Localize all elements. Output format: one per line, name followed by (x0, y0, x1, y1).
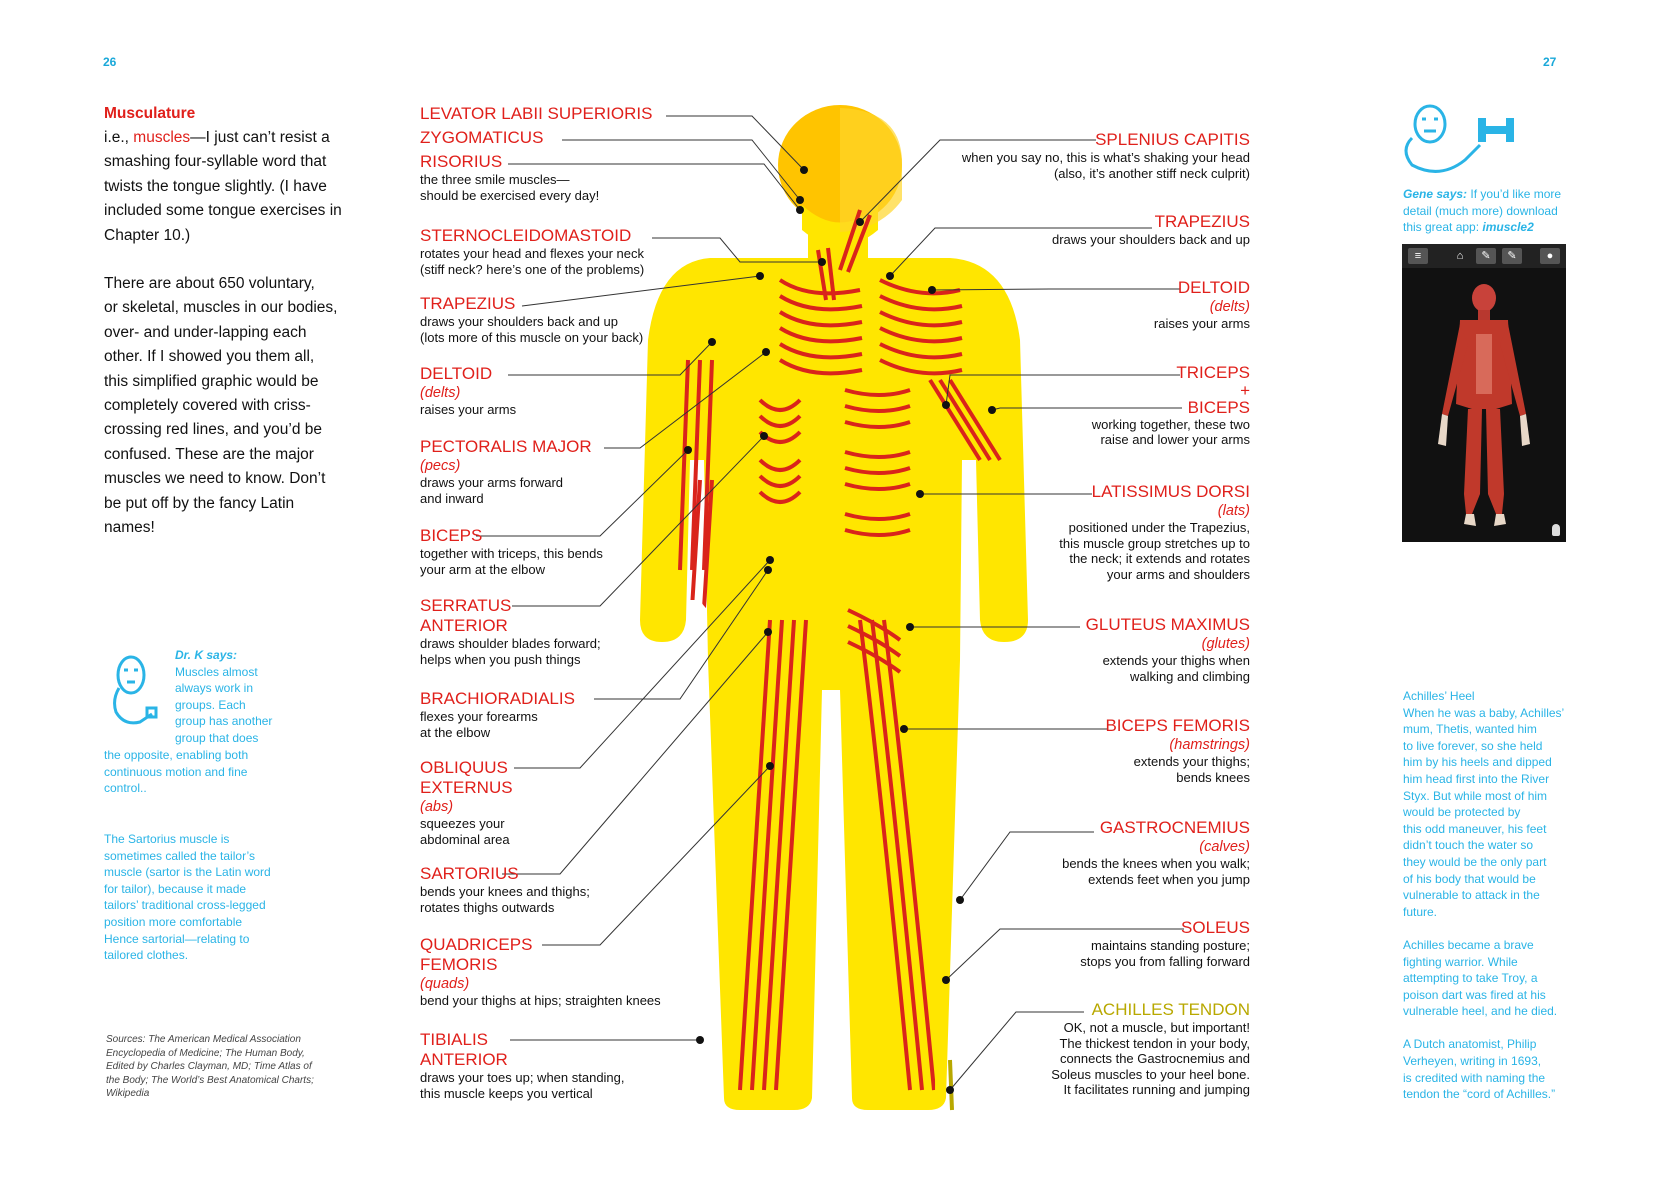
menu-icon[interactable]: ≡ (1408, 248, 1428, 264)
label-serratus-anterior (420, 596, 601, 667)
sartorius-line: tailors’ traditional cross-legged (104, 898, 266, 913)
muscle-desc: bend your thighs at hips; straighten knees (420, 993, 661, 1008)
intro-line: confused. These are the major (104, 445, 314, 463)
label-levator-labii-superioris (420, 104, 652, 124)
achilles-line: they would be the only part (1403, 854, 1547, 869)
intro-line: smashing four-syllable word that (104, 153, 327, 171)
muscle-desc: extends your thighs; (1133, 754, 1250, 769)
muscle-desc: helps when you push things (420, 651, 581, 667)
muscle-desc: draws your toes up; when standing, (420, 1070, 625, 1085)
muscle-name: PECTORALIS MAJOR (420, 437, 592, 456)
achilles-line: is credited with naming the (1403, 1070, 1546, 1085)
pen-icon[interactable]: ✎ (1476, 248, 1496, 264)
muscle-desc: together with triceps, this bends (420, 546, 603, 561)
achilles-line: to live forever, so she held (1403, 738, 1543, 753)
label-trapezius-right (900, 212, 1250, 248)
intro-line: names! (104, 519, 155, 537)
muscle-desc: the three smile muscles— (420, 172, 570, 187)
muscle-desc: abdominal area (420, 831, 510, 847)
muscle-name: BICEPS FEMORIS (1105, 716, 1250, 735)
muscle-desc: flexes your forearms (420, 709, 538, 724)
page-number-right: 27 (1543, 55, 1557, 69)
achilles-line: poison dart was fired at his (1403, 987, 1546, 1002)
muscle-desc: your arms and shoulders (1106, 566, 1250, 582)
muscle-desc: rotates your head and flexes your neck (420, 246, 645, 261)
muscle-desc: The thickest tendon in your body, (1059, 1035, 1250, 1051)
achilles-line: him by his heels and dipped (1403, 755, 1552, 770)
muscle-desc: bends your knees and thighs; (420, 884, 590, 899)
label-brachioradialis (420, 689, 575, 740)
muscle-name: SOLEUS (1181, 918, 1250, 937)
muscle-name: OBLIQUUS EXTERNUS (420, 758, 513, 797)
intro-heading: Musculature (104, 105, 196, 122)
muscle-name: DELTOID (420, 364, 493, 383)
muscle-desc: raise and lower your arms (1100, 432, 1250, 447)
achilles-heading: Achilles’ Heel (1403, 689, 1475, 703)
achilles-line: vulnerable to attack in the (1403, 888, 1540, 903)
drk-line: control.. (104, 781, 147, 796)
sartorius-line: sometimes called the tailor’s (104, 848, 255, 863)
label-biceps-left (420, 526, 603, 577)
sartorius-line: The Sartorius muscle is (104, 832, 230, 846)
muscle-desc: the neck; it extends and rotates (1069, 551, 1250, 566)
muscle-desc: (stiff neck? here’s one of the problems) (420, 261, 645, 277)
sources-line: the Body; The World’s Best Anatomical Charts; (106, 1074, 314, 1086)
muscle-model-image (1402, 244, 1566, 542)
achilles-line: attempting to take Troy, a (1403, 971, 1538, 986)
muscle-desc: draws shoulder blades forward; (420, 636, 601, 651)
intro-line: this simplified graphic would be (104, 372, 319, 390)
drk-line: Muscles almost (175, 664, 258, 679)
achilles-line: this odd maneuver, his feet (1403, 821, 1547, 836)
muscle-name: BRACHIORADIALIS (420, 689, 575, 708)
gene-line: If you’d like more (1470, 187, 1562, 201)
intro-line: be put off by the fancy Latin (104, 494, 295, 512)
muscle-desc: (lots more of this muscle on your back) (420, 329, 644, 345)
muscle-alias: (hamstrings) (1169, 737, 1250, 753)
home-icon[interactable]: ⌂ (1456, 250, 1464, 262)
muscle-name: SARTORIUS (420, 864, 519, 883)
drk-line: continuous motion and fine (104, 764, 248, 779)
label-trapezius-left (420, 294, 643, 345)
muscle-desc: stops you from falling forward (1080, 953, 1250, 969)
label-triceps-biceps (900, 364, 1250, 448)
gene-line: detail (much more) download (1403, 203, 1558, 218)
drk-line: groups. Each (175, 697, 246, 712)
muscle-desc: raises your arms (420, 402, 517, 417)
muscle-name: BICEPS (420, 526, 483, 545)
sources-line: Encyclopedia of Medicine; The Human Body, (106, 1047, 305, 1059)
label-tibialis-anterior (420, 1030, 625, 1101)
intro-text: —I just can’t resist a (190, 129, 330, 146)
intro-line: other. If I showed you them all, (104, 348, 315, 366)
gene-heading: Gene says: (1403, 187, 1468, 201)
muscle-desc: squeezes your (420, 816, 505, 831)
sartorius-line: position more comfortable (104, 914, 243, 929)
achilles-line: him head first into the River (1403, 771, 1550, 786)
sartorius-line: muscle (sartor is the Latin word (104, 865, 271, 880)
muscle-name: TIBIALIS ANTERIOR (420, 1030, 508, 1069)
muscle-desc: extends your thighs when (1102, 653, 1250, 668)
achilles-line: fighting warrior. While (1403, 954, 1518, 969)
pencil-icon[interactable]: ✎ (1502, 248, 1522, 264)
muscle-desc: extends feet when you jump (1088, 871, 1250, 887)
muscle-name: STERNOCLEIDOMASTOID (420, 226, 632, 245)
muscle-desc: raises your arms (1153, 316, 1250, 331)
muscle-desc: should be exercised every day! (420, 187, 600, 203)
intro-line: Chapter 10.) (104, 226, 191, 244)
label-latissimus-dorsi (900, 482, 1250, 582)
muscle-alias: (glutes) (1201, 636, 1250, 652)
achilles-sidebar (1403, 688, 1583, 1103)
intro-line: twists the tongue slightly. (I have (104, 177, 327, 195)
muscle-desc: bends the knees when you walk; (1062, 856, 1250, 871)
muscle-name: TRAPEZIUS (1154, 212, 1250, 231)
achilles-line: of his body that would be (1403, 871, 1536, 886)
sources-line: Wikipedia (106, 1088, 150, 1100)
muscle-name: TRAPEZIUS (420, 294, 516, 313)
app-screenshot (1402, 244, 1566, 542)
muscle-desc: It facilitates running and jumping (1063, 1082, 1250, 1097)
achilles-line: mum, Thetis, wanted him (1403, 722, 1537, 737)
muscle-desc: and inward (420, 490, 484, 506)
muscle-name: LEVATOR LABII SUPERIORIS (420, 104, 653, 123)
achilles-line: future. (1403, 904, 1438, 919)
muscle-name: GLUTEUS MAXIMUS (1085, 615, 1250, 634)
muscle-alias: (abs) (420, 799, 454, 815)
muscle-alias: (pecs) (420, 458, 461, 474)
gene-note (1403, 186, 1583, 236)
sources-line: Sources: The American Medical Association (106, 1034, 301, 1045)
muscle-name: LATISSIMUS DORSI (1091, 482, 1250, 501)
muscle-desc: maintains standing posture; (1091, 938, 1250, 953)
muscles-link: muscles (133, 129, 191, 146)
head (778, 105, 902, 246)
label-pectoralis-major (420, 437, 592, 506)
sartorius-line: tailored clothes. (104, 948, 189, 963)
label-deltoid-left (420, 364, 516, 418)
muscle-name: QUADRICEPS FEMORIS (420, 935, 533, 974)
muscle-name: SERRATUS ANTERIOR (420, 596, 512, 635)
achilles-line: A Dutch anatomist, Philip (1403, 1037, 1537, 1052)
label-splenius-capitis (900, 130, 1250, 181)
intro-line: included some tongue exercises in (104, 202, 342, 220)
label-soleus (900, 918, 1250, 969)
muscle-desc: at the elbow (420, 724, 491, 740)
app-name: imuscle2 (1482, 220, 1534, 235)
achilles-line: Styx. But while most of him (1403, 788, 1548, 803)
muscle-name: ACHILLES TENDON (1091, 1000, 1250, 1019)
label-gluteus-maximus (900, 615, 1250, 684)
muscle-name: GASTROCNEMIUS (1099, 818, 1250, 837)
muscle-name: RISORIUS (420, 152, 503, 171)
achilles-line: would be protected by (1403, 805, 1521, 820)
muscle-desc: rotates thighs outwards (420, 899, 555, 915)
muscle-desc: when you say no, this is what’s shaking your head (961, 150, 1250, 165)
muscle-desc: (also, it’s another stiff neck culprit) (1053, 165, 1250, 181)
label-obliquus-externus (420, 758, 513, 847)
muscle-desc: working together, these two (1091, 416, 1250, 432)
page-number-left: 26 (103, 55, 117, 69)
achilles-line: didn’t touch the water so (1403, 838, 1534, 853)
achilles-line: Achilles became a brave (1403, 937, 1534, 952)
intro-line: completely covered with criss- (104, 397, 311, 415)
muscle-desc: your arm at the elbow (420, 561, 546, 577)
muscle-desc: positioned under the Trapezius, (1068, 520, 1250, 535)
muscle-desc: bends knees (1176, 769, 1250, 785)
lightbulb-icon[interactable] (1552, 524, 1560, 536)
muscle-alias: (delts) (420, 385, 461, 401)
gene-line: this great app: (1403, 220, 1483, 235)
intro-line: muscles we need to know. Don’t (104, 470, 326, 488)
drk-line: the opposite, enabling both (104, 748, 249, 762)
muscle-name: TRICEPS + BICEPS (1176, 363, 1250, 417)
intro-text: i.e., (104, 129, 134, 146)
label-risorius (420, 152, 599, 203)
label-achilles-tendon (900, 1000, 1250, 1098)
drk-heading: Dr. K says: (175, 648, 238, 662)
label-zygomaticus (420, 128, 543, 148)
muscle-desc: this muscle keeps you vertical (420, 1085, 593, 1101)
drk-line: group has another (175, 714, 273, 729)
muscle-desc: walking and climbing (1130, 668, 1250, 684)
muscle-desc: draws your shoulders back and up (420, 314, 619, 329)
label-sternocleidomastoid (420, 226, 644, 277)
muscle-name: ZYGOMATICUS (420, 128, 544, 147)
user-icon[interactable]: ● (1540, 248, 1560, 264)
sartorius-line: Hence sartorial—relating to (104, 931, 250, 946)
label-quadriceps-femoris (420, 935, 661, 1009)
muscle-name: DELTOID (1177, 278, 1250, 297)
intro-line: over- and under-lapping each (104, 323, 307, 341)
muscle-desc: OK, not a muscle, but important! (1063, 1020, 1250, 1035)
drk-line: always work in (175, 681, 254, 696)
achilles-line: tendon the “cord of Achilles.” (1403, 1087, 1556, 1102)
muscle-desc: draws your shoulders back and up (1051, 232, 1250, 247)
intro-line: There are about 650 voluntary, (104, 275, 315, 293)
sources-line: Edited by Charles Clayman, MD; Time Atlas of (106, 1061, 312, 1073)
muscle-desc: Soleus muscles to your heel bone. (1051, 1066, 1250, 1082)
drk-line: group that does (175, 730, 259, 745)
muscle-name: SPLENIUS CAPITIS (1095, 130, 1250, 149)
sartorius-line: for tailor), because it made (104, 881, 247, 896)
muscle-desc: connects the Gastrocnemius and (1059, 1051, 1250, 1066)
muscle-desc: draws your arms forward (420, 475, 564, 490)
intro-line: crossing red lines, and you’d be (104, 421, 322, 439)
muscle-alias: (delts) (1209, 299, 1250, 315)
muscle-alias: (quads) (420, 976, 470, 992)
achilles-line: When he was a baby, Achilles’ (1403, 705, 1565, 720)
achilles-line: Verheyen, writing in 1693, (1403, 1054, 1542, 1069)
label-deltoid-right (900, 278, 1250, 332)
muscle-alias: (lats) (1217, 503, 1250, 519)
muscle-desc: this muscle group stretches up to (1059, 535, 1250, 551)
label-biceps-femoris (900, 716, 1250, 785)
muscle-alias: (calves) (1199, 839, 1250, 855)
achilles-line: vulnerable heel, and he died. (1403, 1004, 1558, 1019)
label-gastrocnemius (900, 818, 1250, 887)
intro-line: or skeletal, muscles in our bodies, (104, 299, 338, 317)
label-sartorius (420, 864, 590, 915)
